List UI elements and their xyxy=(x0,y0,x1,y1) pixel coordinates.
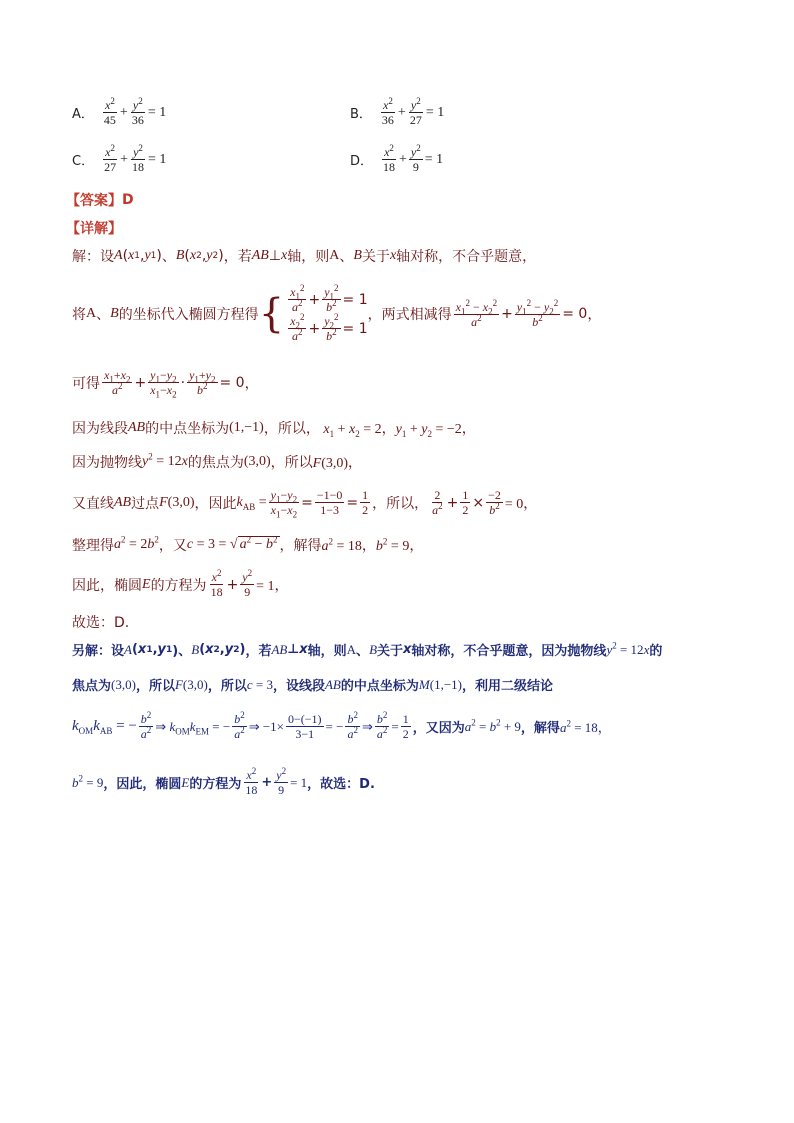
answer-line: 【答案】 D xyxy=(66,192,134,209)
alt-solution-line-3: $k_{OM}k_{AB}$ = − $\frac{b^2}{a^2}$ ⇒ $k_{OM}k_{EM}$ = − $\frac{b^2}{a^2}$ ⇒ −1× $\frac{0-(-1)}{3-1}$ = − $\frac{b^2}{a^2}$ ⇒ $\frac{b^2}{a^2}$ = $\frac{1}{2}$ ，又因为 $a^2 = b^2 + 9$ ，解得 $a^2 = 18$， xyxy=(72,710,611,741)
solution-line-6: 又直线 AB 过点 F(3,0) ，因此 $k_{AB}$ = $\frac{y_1-y_2}{x_1-x_2}$ = $\frac{-1-0}{1-3}$ = $\frac{1}{2}$ ，所以， $\frac{2}{a^2}$ + $\frac{1}{2}$ × $\frac{-2}{b^2}$ = 0， xyxy=(72,488,538,520)
solution-line-1: 解：设 A ( x 1 , y 1 ) 、 B ( x 2 , y 2 ) ，若 AB ⊥ x 轴，则 A 、 B 关于 x 轴对称，不合乎题意， xyxy=(72,248,537,265)
solution-line-9: 故选：D. xyxy=(72,615,130,631)
alt-solution-line-4: $b^2 = 9$ ，因此，椭圆 E 的方程为 $\frac{x^2}{18}$ + $\frac{y^2}{9}$ = 1 ，故选：D. xyxy=(72,766,375,797)
solution-line-5: 因为抛物线 $y^2 = 12x$ 的焦点为 (3,0) ，所以 F(3,0)， xyxy=(72,451,363,471)
choice-letter: A． xyxy=(72,107,94,122)
solution-line-8: 因此，椭圆 E 的方程为 $\frac{x^2}{18}$ + $\frac{y^2}{9}$ = 1， xyxy=(72,568,289,599)
choice-b[interactable]: B． $\frac{x^2}{36}$ + $\frac{y^2}{27}$ = 1 xyxy=(350,96,445,127)
choice-d[interactable]: D． $\frac{x^2}{18}$ + $\frac{y^2}{9}$ = 1 xyxy=(350,143,444,174)
choice-letter: C． xyxy=(72,154,95,169)
choice-c[interactable]: C． $\frac{x^2}{27}$ + $\frac{y^2}{18}$ = 1 xyxy=(72,143,167,174)
answer-value: D xyxy=(122,192,134,208)
detail-heading: 【详解】 xyxy=(66,221,122,237)
choice-letter: B． xyxy=(350,107,372,122)
choice-a[interactable]: A． $\frac{x^2}{45}$ + $\frac{y^2}{36}$ = 1 xyxy=(72,96,167,127)
solution-line-4: 因为线段 AB 的中点坐标为 (1,−1) ，所以， $x_1 + x_2 = 2$，$y_1 + y_2 = -2$， xyxy=(72,420,476,439)
alt-solution-line-1: 另解：设 A ( x 1 , y 1 )、 B ( x 2 , y 2 ) ，若 AB ⊥ x 轴，则 A 、 B 关于 x 轴对称，不合乎题意，因为抛物线 $y^2 = 12x$ 的 xyxy=(72,640,663,659)
solution-line-7: 整理得 $a^2 = 2b^2$ ，又 c = 3 = √ $a^2 - b^2$ ，解得 $a^2 = 18$，$b^2 = 9$， xyxy=(72,534,424,554)
solution-line-2: 将 A 、 B 的坐标代入椭圆方程得 { $\frac{x_1^2}{a^2}$ + $\frac{y_1^2}{b^2}$ = 1 $\frac{x_2^2}{a^2}$ + $\frac{y_2^2}{b^2}$ = 1 ，两式相减得 $\frac{x_1^2 - x_2^2}{a^2}$ + $\frac{y_1^2 - y_2^2}{b^2}$ = 0 ， xyxy=(72,283,602,343)
alt-solution-line-2: 焦点为 (3,0) ，所以 F(3,0) ，所以 c = 3 ，设线段 AB 的中点坐标为 M(1,−1) ，利用二级结论 xyxy=(72,676,553,694)
choice-letter: D． xyxy=(350,154,374,169)
solution-line-3: 可得 $\frac{x_1+x_2}{a^2}$ + $\frac{y_1-y_2}{x_1-x_2}$ · $\frac{y_1+y_2}{b^2}$ = 0 ， xyxy=(72,368,259,400)
